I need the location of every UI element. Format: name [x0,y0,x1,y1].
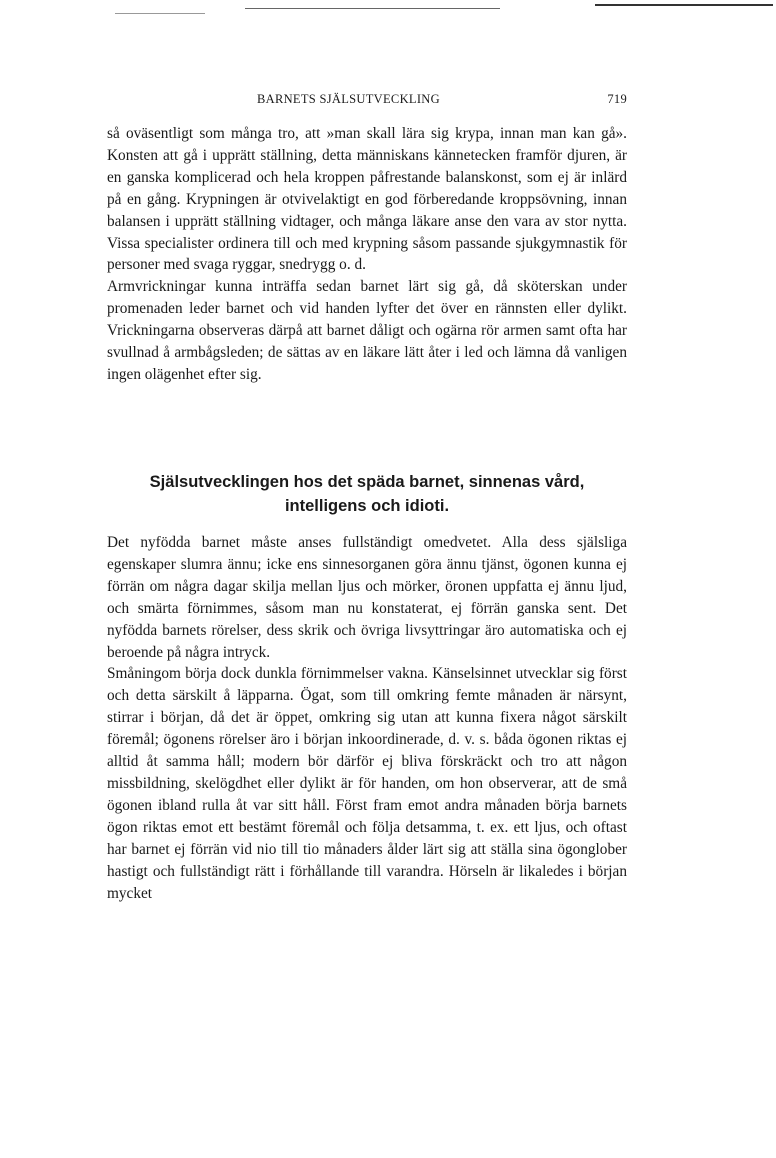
paragraph: Småningom börja dock dunkla förnimmelser vakna. Känselsinnet utvecklar sig först och detta särskilt å läpparna. Ögat, som till omkring femte månaden är närsynt, stirrar i början, då det är öppet, omkring sig utan att kunna fixera något särskilt föremål; ögonens rörelser äro i början inkoordinerade, d. v. s. båda ögonen riktas ej alltid åt samma håll; modern bör därför ej bliva förskräckt och tro att någon missbildning, skelögdhet eller dylikt är för handen, om hon observerar, att de små ögonen ibland rulla åt var sitt håll. Först fram emot andra månaden börja barnets ögon riktas emot ett bestämt föremål och följa detsamma, t. ex. ett ljus, och oftast har barnet ej förrän vid nio till tio månaders ålder lärt sig att ställa sina ögonglober hastigt och fullständigt rätt i förhållande till varandra. Hörseln är likaledes i början mycket [107,665,627,902]
section-body-text [107,532,627,904]
section-top-text [107,123,627,386]
heading-line: Själsutvecklingen hos det späda barnet, sinnenas vård, [149,473,585,491]
scan-artifact-line [115,13,205,14]
heading-line: intelligens och idioti. [284,497,450,515]
paragraph: så oväsentligt som många tro, att »man skall lära sig krypa, innan man kan gå». Konsten att gå i upprätt ställning, detta människans kännetecken framför djuren, är en ganska komplicerad och hela kroppen påfrestande balanskonst, som ej är inlärd på en gång. Krypningen är otvivelaktigt en god förberedande kroppsövning, innan balansen i upprätt ställning vidtager, och många läkare anse den vara av stor nytta. Vissa specialister ordinera till och med krypning såsom passande sjukgymnastik för personer med svaga ryggar, snedrygg o. d. [107,125,627,274]
paragraph: Armvrickningar kunna inträffa sedan barnet lärt sig gå, då sköterskan under promenaden leder barnet och vid handen lyfter det över en rännsten eller dylikt. Vrickningarna observeras därpå att barnet dåligt och ogärna rör armen samt ofta har svullnad å armbågsleden; de sättas av en läkare lätt åter i led och lämna då vanligen ingen olägenhet efter sig. [107,278,627,383]
section-heading [107,470,627,518]
paragraph: Det nyfödda barnet måste anses fullständigt omedvetet. Alla dess själsliga egenskaper slumra ännu; icke ens sinnesorganen göra ännu tjänst, ögonen kunna ej förrän om några dagar skilja mellan ljus och mörker, öronen uppfatta ej ännu ljud, och smärta förnimmes, såsom man nu konstaterat, ej förrän ganska sent. Det nyfödda barnets rörelser, dess skrik och övriga livsyttringar äro automatiska och ej beroende på några intryck. [107,534,627,661]
scan-artifact-line [595,4,773,6]
running-title: BARNETS SJÄLSUTVECKLING [257,92,440,106]
scan-artifact-line [245,8,500,9]
page-number: 719 [607,92,627,106]
